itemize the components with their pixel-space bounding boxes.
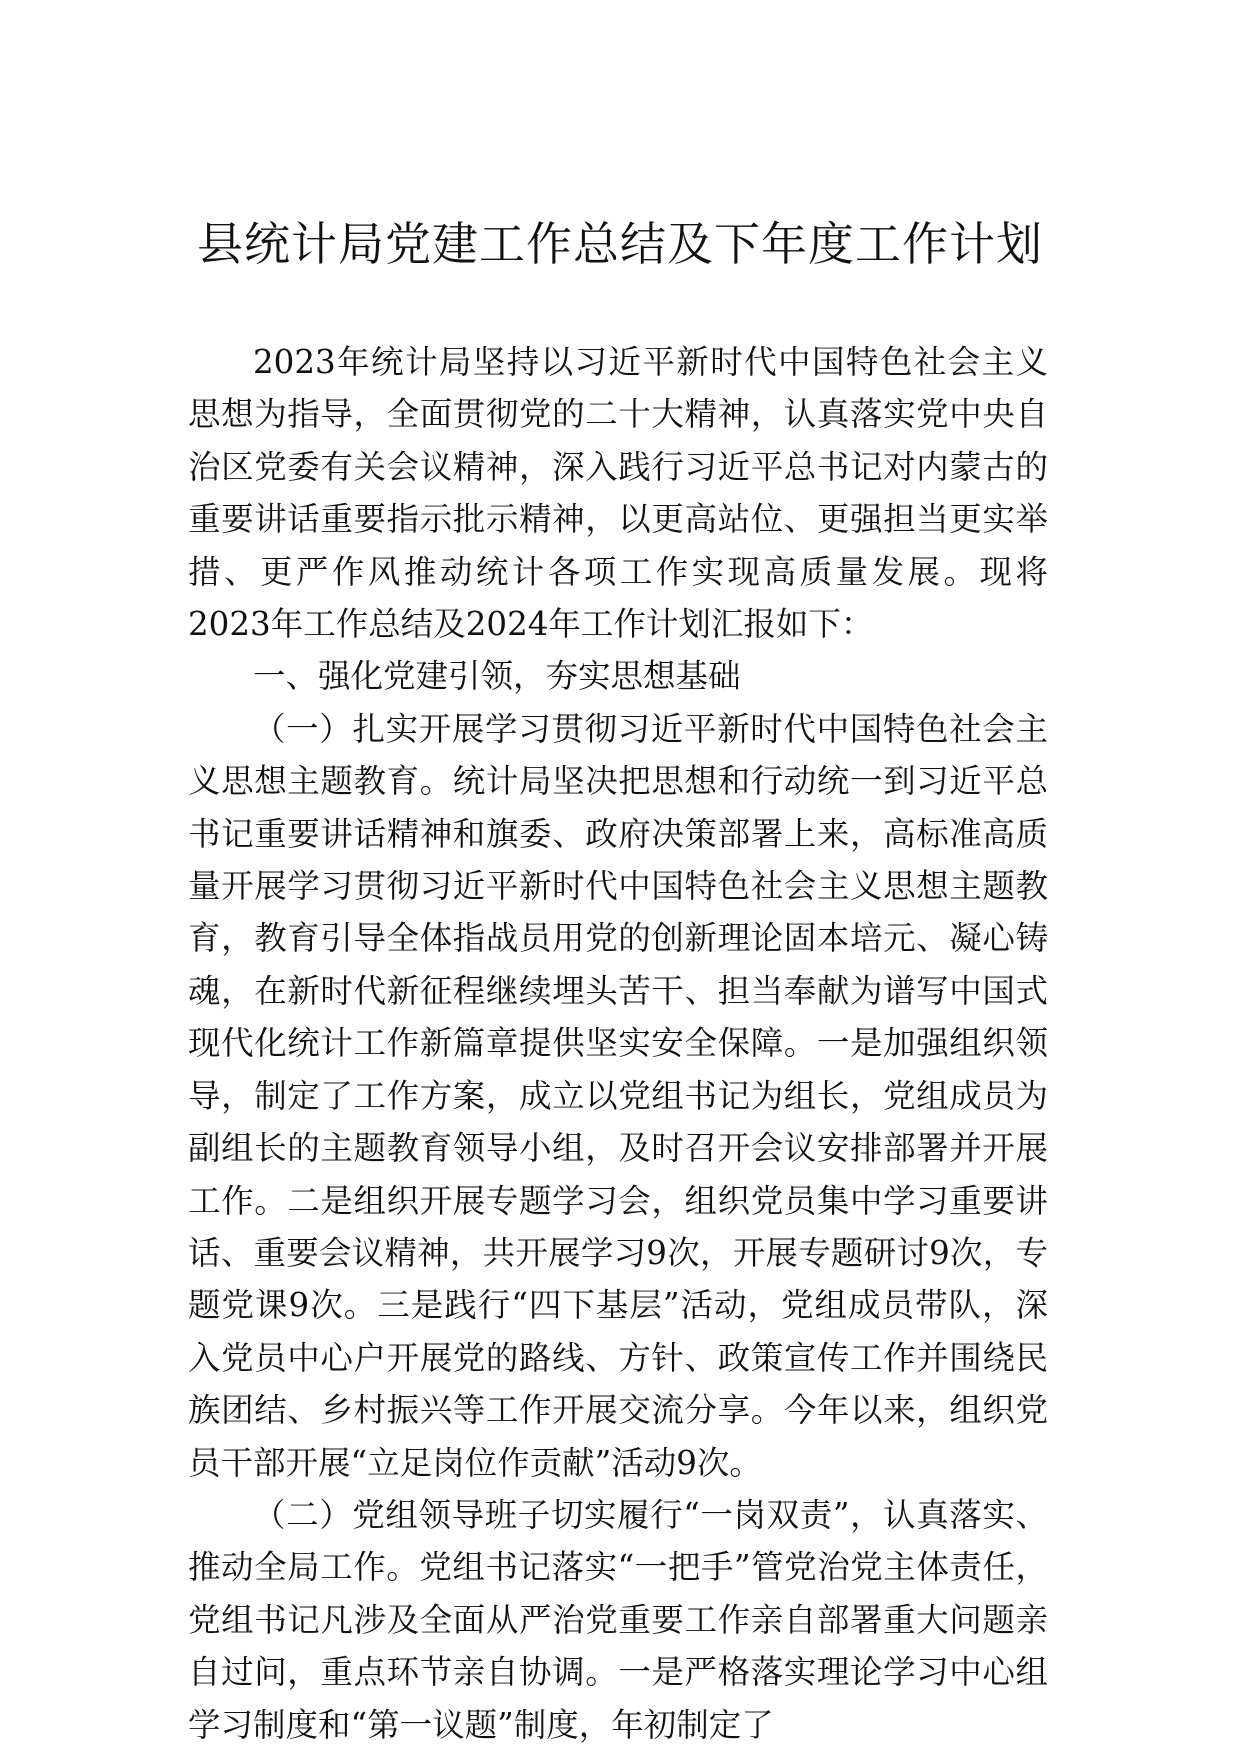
document-title: 县统计局党建工作总结及下年度工作计划 [197, 217, 1043, 271]
intro-paragraph: 2023年统计局坚持以习近平新时代中国特色社会主义思想为指导，全面贯彻党的二十大精神，认真落实党中央自治区党委有关会议精神，深入践行习近平总书记对内蒙古的重要讲话重要指示批示精神，以更高站位、更强担当更实举措、更严作风推动统计各项工作实现高质量发展。现将2023年工作总结及2024年工作计划汇报如下： [188, 343, 1048, 644]
section-heading: 一、强化党建引领，夯实思想基础 [253, 657, 741, 696]
subsection-paragraph-1: （一）扎实开展学习贯彻习近平新时代中国特色社会主义思想主题教育。统计局坚决把思想和行动统一到习近平总书记重要讲话精神和旗委、政府决策部署上来，高标准高质量开展学习贯彻习近平新时代中国特色社会主义思想主题教育，教育引导全体指战员用党的创新理论固本培元、凝心铸魂，在新时代新征程继续埋头苦干、担当奉献为谱写中国式现代化统计工作新篇章提供坚实安全保障。一是加强组织领导，制定了工作方案，成立以党组书记为组长，党组成员为副组长的主题教育领导小组，及时召开会议安排部署并开展工作。二是组织开展专题学习会，组织党员集中学习重要讲话、重要会议精神，共开展学习9次，开展专题研讨9次，专题党课9次。三是践行“四下基层”活动，党组成员带队，深入党员中心户开展党的路线、方针、政策宣传工作并围绕民族团结、乡村振兴等工作开展交流分享。今年以来，组织党员干部开展“立足岗位作贡献”活动9次。 [188, 709, 1048, 1482]
subsection-paragraph-2: （二）党组领导班子切实履行“一岗双责”，认真落实、推动全局工作。党组书记落实“一把手”管党治党主体责任，党组书记凡涉及全面从严治党重要工作亲自部署重大问题亲自过问，重点环节亲自协调。一是严格落实理论学习中心组学习制度和“第一议题”制度，年初制定了 [188, 1495, 1048, 1744]
document-body [188, 336, 1048, 1751]
